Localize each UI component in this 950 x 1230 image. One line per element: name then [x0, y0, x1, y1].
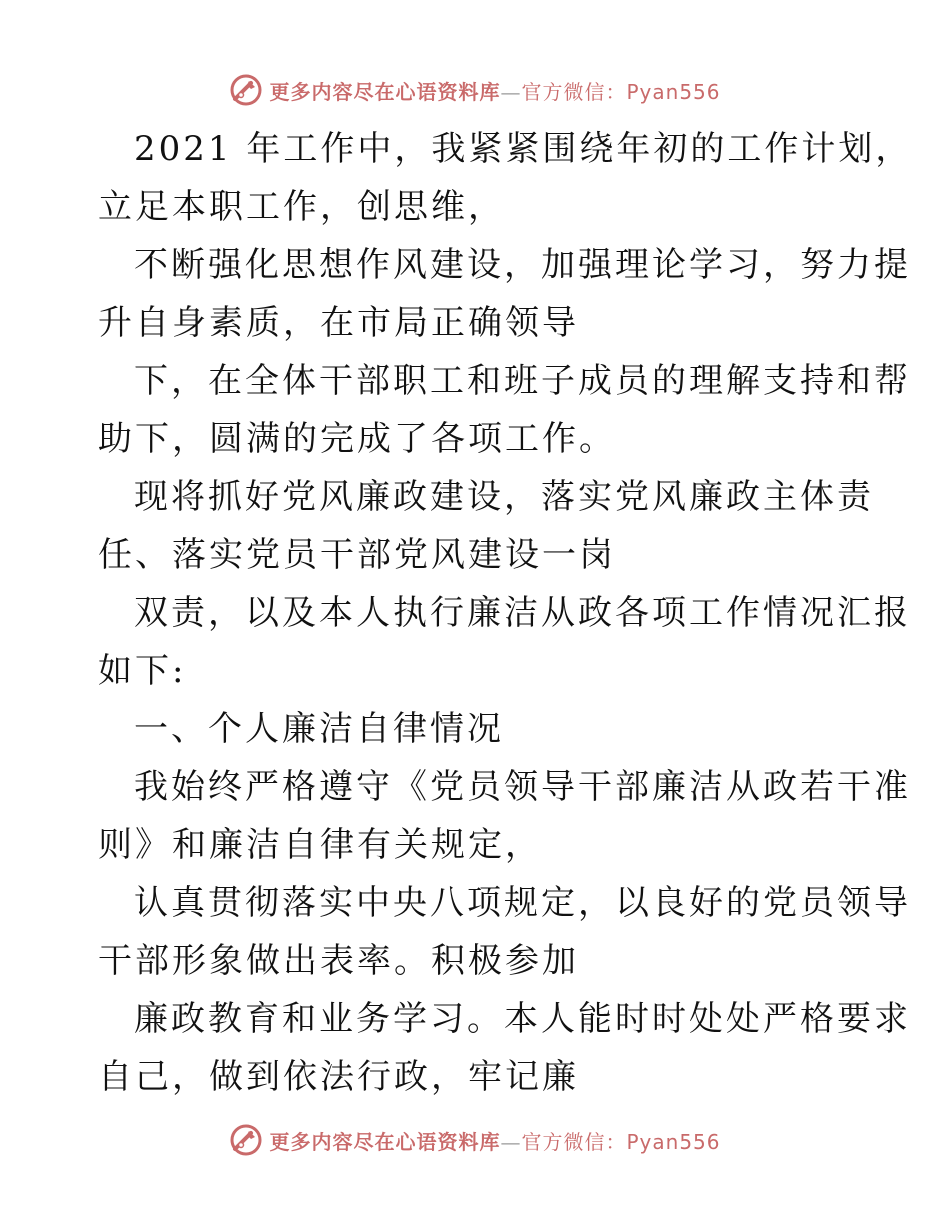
document-line: 认真贯彻落实中央八项规定，以良好的党员领导 [134, 883, 911, 923]
document-line: 我始终严格遵守《党员领导干部廉洁从政若干准 [134, 767, 911, 807]
banner-title: 更多内容尽在心语资料库 [269, 1129, 501, 1154]
document-line: 干部形象做出表率。积极参加 [98, 941, 579, 981]
banner-separator: — [500, 1129, 522, 1154]
document-line: 不断强化思想作风建设，加强理论学习，努力提 [134, 245, 911, 285]
document-line: 2021 年工作中，我紧紧围绕年初的工作计划， [134, 129, 913, 169]
document-line: 双责，以及本人执行廉洁从政各项工作情况汇报 [134, 593, 911, 633]
banner-text [269, 76, 720, 105]
banner-wechat-label: 官方微信： [521, 1129, 627, 1154]
document-line: 任、落实党员干部党风建设一岗 [98, 535, 616, 575]
document-body [98, 120, 913, 1106]
banner-handle: Pyan556 [626, 1129, 721, 1154]
document-line: 自己，做到依法行政，牢记廉 [98, 1057, 579, 1097]
document-line: 一、个人廉洁自律情况 [134, 709, 504, 749]
document-line: 现将抓好党风廉政建设，落实党风廉政主体责 [134, 477, 874, 517]
banner-title: 更多内容尽在心语资料库 [269, 79, 501, 104]
document-line: 升自身素质，在市局正确领导 [98, 303, 579, 343]
header-banner [0, 70, 950, 110]
banner-text [269, 1126, 720, 1155]
brand-logo-icon [229, 73, 263, 107]
banner-handle: Pyan556 [626, 79, 721, 104]
banner-separator: — [500, 79, 522, 104]
document-line: 则》和廉洁自律有关规定， [98, 825, 542, 865]
brand-logo-icon [229, 1123, 263, 1157]
document-line: 如下: [98, 651, 187, 691]
footer-banner [0, 1120, 950, 1160]
banner-wechat-label: 官方微信： [521, 79, 627, 104]
document-line: 下，在全体干部职工和班子成员的理解支持和帮 [134, 361, 911, 401]
document-line: 立足本职工作，创思维， [98, 187, 505, 227]
document-line: 廉政教育和业务学习。本人能时时处处严格要求 [134, 999, 911, 1039]
document-line: 助下，圆满的完成了各项工作。 [98, 419, 616, 459]
